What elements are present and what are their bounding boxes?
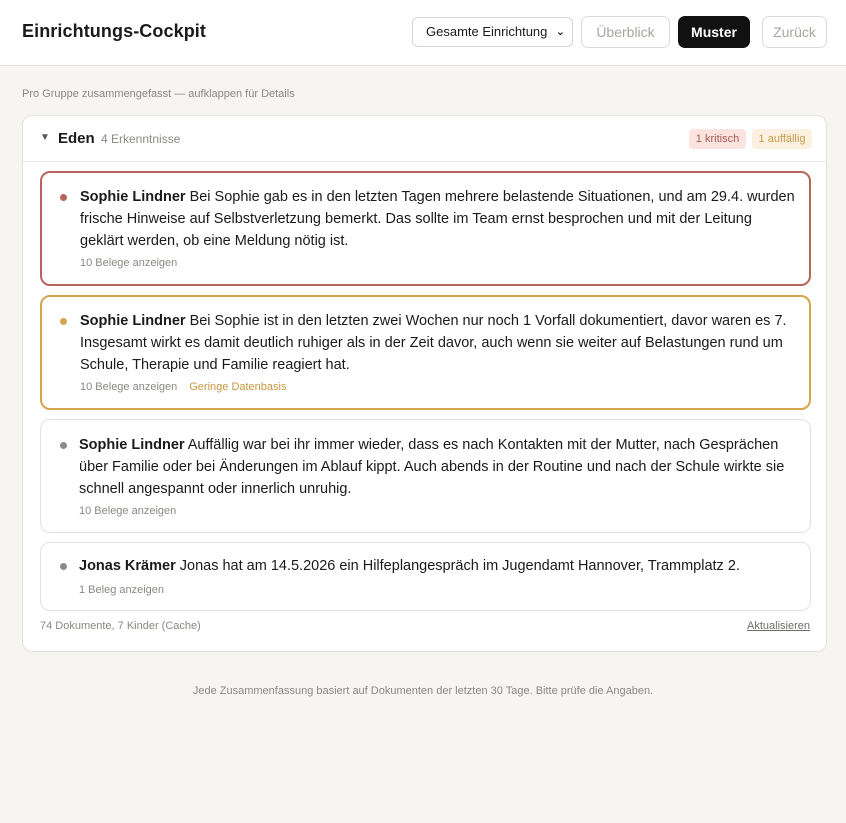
person-name: Jonas Krämer bbox=[79, 558, 176, 574]
chevron-down-icon: ⌄ bbox=[555, 26, 565, 38]
back-button[interactable]: Zurück bbox=[762, 16, 827, 48]
overview-button[interactable]: Überblick bbox=[581, 16, 670, 48]
scope-select[interactable] bbox=[412, 17, 573, 47]
critical-badge: 1 kritisch bbox=[689, 129, 746, 149]
group-header[interactable] bbox=[23, 116, 826, 162]
critical-dot-icon bbox=[60, 194, 67, 201]
insight-summary: Auffällig war bei ihr immer wieder, dass es nach Kontakten mit der Mutter, nach Gesprächen über Familie oder bei Änderungen im Ablauf kippt. Auch abends in der Routine und nach der Schule wirkte sie schnell angespannt oder innerlich unruhig. bbox=[79, 437, 785, 497]
refresh-link[interactable]: Aktualisieren bbox=[747, 620, 810, 632]
person-name: Sophie Lindner bbox=[79, 437, 185, 453]
insight-card bbox=[40, 295, 811, 410]
insight-summary: Jonas hat am 14.5.2026 ein Hilfeplangespräch im Jugendamt Hannover, Trammplatz 2. bbox=[179, 558, 740, 574]
info-dot-icon bbox=[60, 563, 67, 570]
person-name: Sophie Lindner bbox=[80, 189, 186, 205]
top-bar bbox=[0, 0, 846, 66]
group-card-eden bbox=[22, 115, 827, 652]
notable-badge: 1 auffällig bbox=[752, 129, 812, 149]
person-name: Sophie Lindner bbox=[80, 313, 186, 329]
page-subtitle: Pro Gruppe zusammengefasst — aufklappen für Details bbox=[22, 88, 295, 100]
caret-down-icon[interactable]: ▼ bbox=[40, 132, 50, 143]
insight-card bbox=[40, 171, 811, 286]
insight-summary: Bei Sophie ist in den letzten zwei Wochen nur noch 1 Vorfall dokumentiert, davor waren es 7. Insgesamt wirkt es damit deutlich ruhiger als in der Zeit davor, auch wenn sie weiter auf Belastungen rund um Schule, Therapie und Familie reagiert hat. bbox=[80, 313, 787, 373]
insight-card bbox=[40, 419, 811, 533]
insight-text bbox=[79, 555, 796, 577]
page-title: Einrichtungs-Cockpit bbox=[22, 21, 207, 41]
scope-select-value: Gesamte Einrichtung bbox=[426, 24, 548, 39]
page-footer-note: Jede Zusammenfassung basiert auf Dokumenten der letzten 30 Tage. Bitte prüfe die Angaben. bbox=[192, 685, 654, 697]
insight-card bbox=[40, 542, 811, 611]
insight-summary: Bei Sophie gab es in den letzten Tagen mehrere belastende Situationen, und am 29.4. wurden frische Hinweise auf Selbstverletzung bemerkt. Das sollte im Team ernst besprochen und mit der Leitung geklärt werden, ob eine Meldung nötig ist. bbox=[80, 189, 795, 249]
evidence-link[interactable]: 10 Belege anzeigen bbox=[80, 257, 178, 269]
group-stats: 74 Dokumente, 7 Kinder (Cache) bbox=[40, 620, 201, 632]
evidence-link[interactable]: 10 Belege anzeigen bbox=[80, 381, 178, 393]
group-name: Eden bbox=[58, 130, 95, 147]
pattern-button[interactable]: Muster bbox=[678, 16, 750, 48]
evidence-link[interactable]: 1 Beleg anzeigen bbox=[79, 584, 165, 596]
insight-text bbox=[80, 186, 795, 252]
evidence-link[interactable]: 10 Belege anzeigen bbox=[79, 505, 177, 517]
insight-text bbox=[79, 434, 796, 500]
notable-dot-icon bbox=[60, 318, 67, 325]
insight-text bbox=[80, 310, 795, 376]
insight-meta bbox=[80, 381, 286, 393]
group-insight-count: 4 Erkenntnisse bbox=[101, 132, 181, 146]
info-dot-icon bbox=[60, 442, 67, 449]
low-data-warning: Geringe Datenbasis bbox=[189, 381, 287, 393]
